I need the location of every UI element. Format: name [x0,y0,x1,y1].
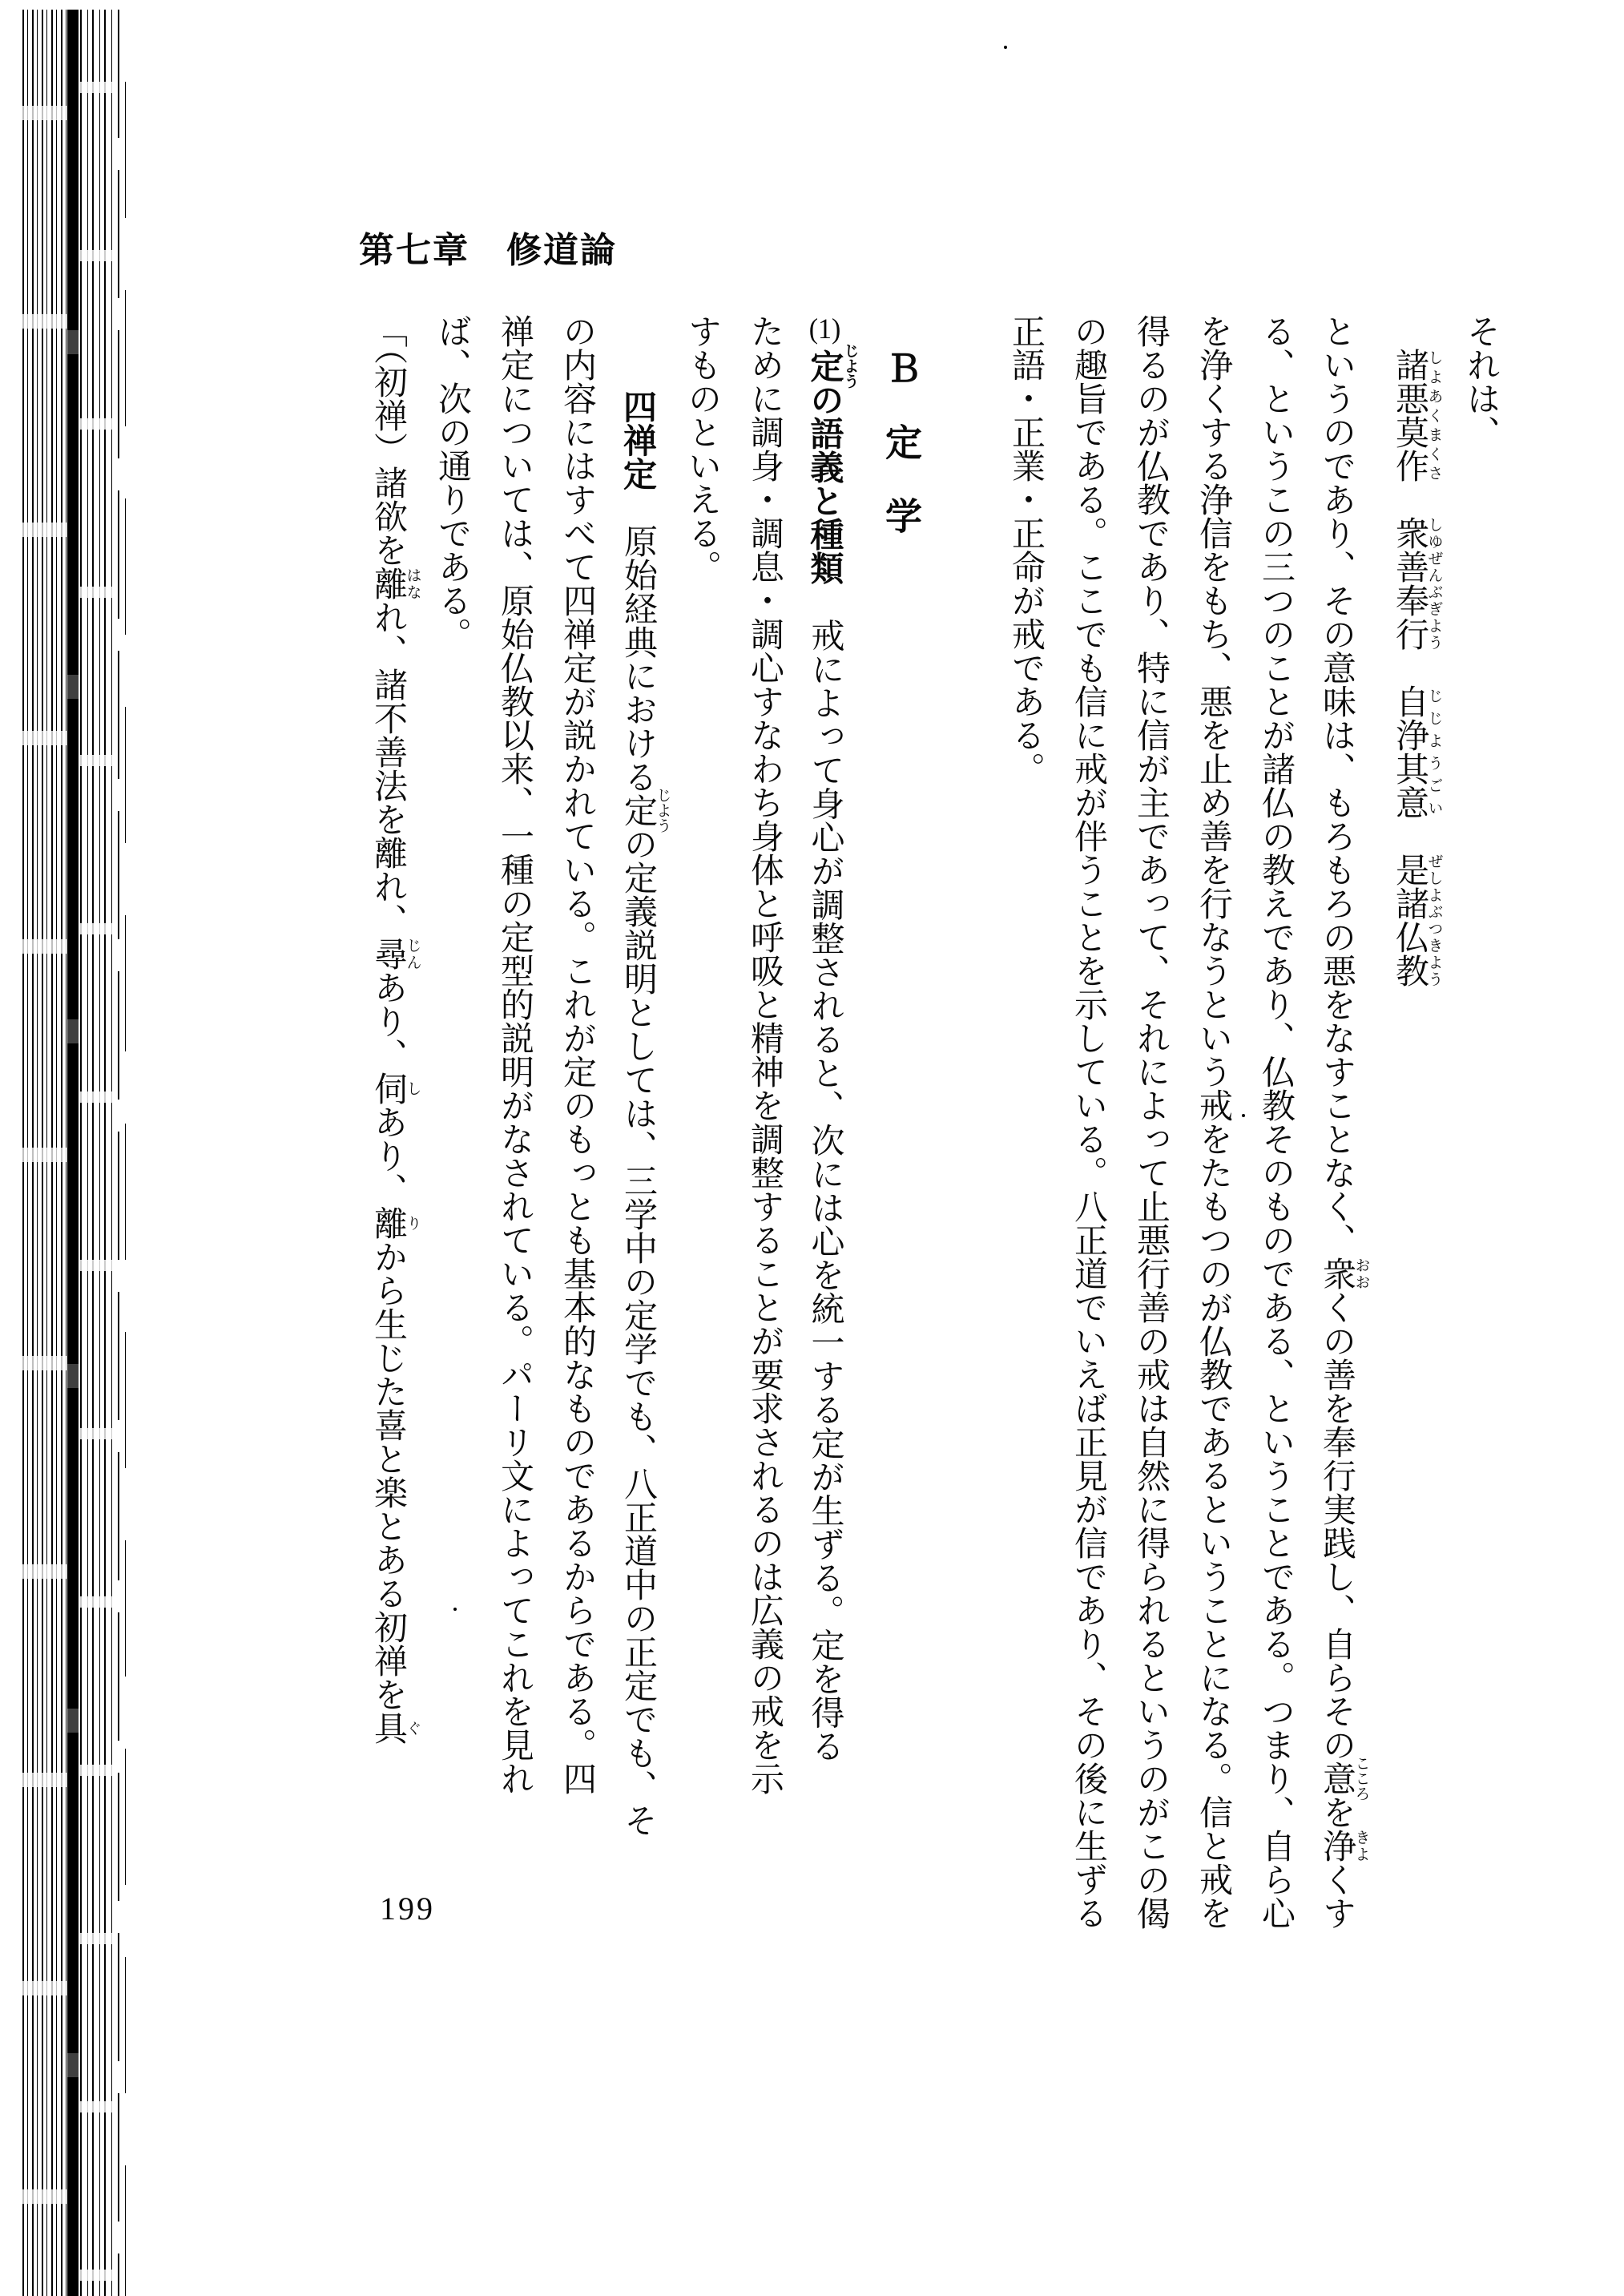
page-number: 199 [380,1890,435,1927]
column-11 [733,314,796,1953]
ruby-annotated-text: 衆おお [1318,1257,1370,1290]
text-run: 戒によって身心が調整されると、次には心を統一する定が生ずる。定を得る [806,584,844,1763]
text-run: ために調身・調息・調心すなわち身体と呼吸と精神を調整することが要求されるのは広義の戒を示 [746,314,783,1795]
ruby-annotated-text: 自浄其意じじようごい [1391,684,1443,819]
text-run: の内容にはすべて四禅定が説かれている。これが定のもっとも基本的なものであるからである。四 [558,314,595,1795]
column-8 [994,314,1057,1953]
text-run: くの善を奉行実践し、自らその [1318,1290,1355,1761]
column-intro [1449,314,1512,1953]
text-run [1391,651,1428,684]
text-run [1391,482,1428,516]
text-run: 禅定については、原始仏教以来、一種の定型的説明がなされている。パーリ文によってこれを見れ [496,314,533,1795]
text-run: 四禅定 [619,389,657,490]
scan-streak-line [118,10,119,2296]
column-3 [1307,314,1369,1953]
column-5 [1182,314,1244,1953]
text-run [1391,819,1428,853]
text-run: 正語・正業・正命が戒である。 [1007,314,1044,785]
text-run: れ、諸不善法を離れ、 [369,600,406,937]
text-run: の趣旨である。ここでも信に戒が伴うことを示している。八正道でいえば正見が信であり、その後に生ずる [1070,314,1106,1930]
column-10 [796,314,858,1953]
text-run: すものといえる。 [683,314,720,583]
column-14 [546,314,608,1953]
column-verse [1369,314,1449,1953]
ruby-annotated-text: 尋じん [369,937,421,970]
column-4 [1244,314,1307,1953]
text-run: Ｂ 定 学 [881,349,921,534]
ruby-annotated-text: 是諸仏教ぜしよぶつきよう [1391,853,1443,987]
ruby-annotated-text: 衆善奉行しゆぜんぶぎよう [1391,516,1443,651]
text-run: の語義と種類 [806,382,844,585]
text-run: る、というこの三つのことが諸仏の教えであり、仏教そのものである、ということである。つまり、自ら心 [1257,314,1294,1930]
column-7 [1057,314,1119,1953]
chapter-header: 第七章 修道論 [359,231,617,270]
scan-streak-band-solid [67,10,79,2296]
scan-streak-band-inner [80,10,114,2296]
ruby-annotated-text: 意こころ [1318,1755,1370,1802]
text-run: 原始経典における [619,490,656,793]
column-15 [483,314,546,1953]
text-run: 「（初禅）諸欲を [369,314,406,567]
text-run: あり、 [369,970,406,1071]
column-6 [1119,314,1182,1953]
section-heading-b-jogaku [869,314,932,1953]
ruby-annotated-text: 離はな [369,567,421,600]
column-16 [421,314,483,1953]
column-17 [358,314,421,1953]
scan-speck [1004,46,1007,49]
scan-streak-line [125,10,126,2296]
text-run: の定義説明としては、三学中の定学でも、八正道中の正定でも、そ [619,827,656,1837]
scan-streak-band-outer [22,10,67,2296]
text-run: ば、次の通りである。 [433,314,470,651]
text-run: から生じた喜と楽とある初禅を [369,1240,406,1711]
ruby-annotated-text: 離り [369,1206,421,1240]
text-run: あり、 [369,1105,406,1206]
column-12 [671,314,733,1953]
text-run: くす [1318,1862,1355,1930]
column-13 [608,314,671,1953]
ruby-annotated-text: 具ぐ [369,1711,421,1745]
text-run: それは、 [1462,314,1499,449]
text-run: 得るのが仏教であり、特に信が主であって、それによって止悪行善の戒は自然に得られるというのがこの偈 [1132,314,1169,1930]
text-run: を [1318,1795,1355,1829]
text-run: というのであり、その意味は、もろもろの悪をなすことなく、 [1318,314,1355,1257]
body-text [358,314,1512,1953]
ruby-annotated-text: 諸悪莫作しよあくまくさ [1391,348,1443,482]
horizontal-in-vertical-number: (1) [808,314,841,343]
ruby-annotated-text: 伺し [369,1071,421,1105]
ruby-annotated-text: 定じよう [806,343,859,389]
ruby-annotated-text: 浄きよ [1318,1829,1370,1862]
ruby-annotated-text: 定じよう [619,787,671,833]
text-run: を浄くする浄信をもち、悪を止め善を行なうという戒をたもつのが仏教であるということになる。信と戒を [1195,314,1231,1930]
